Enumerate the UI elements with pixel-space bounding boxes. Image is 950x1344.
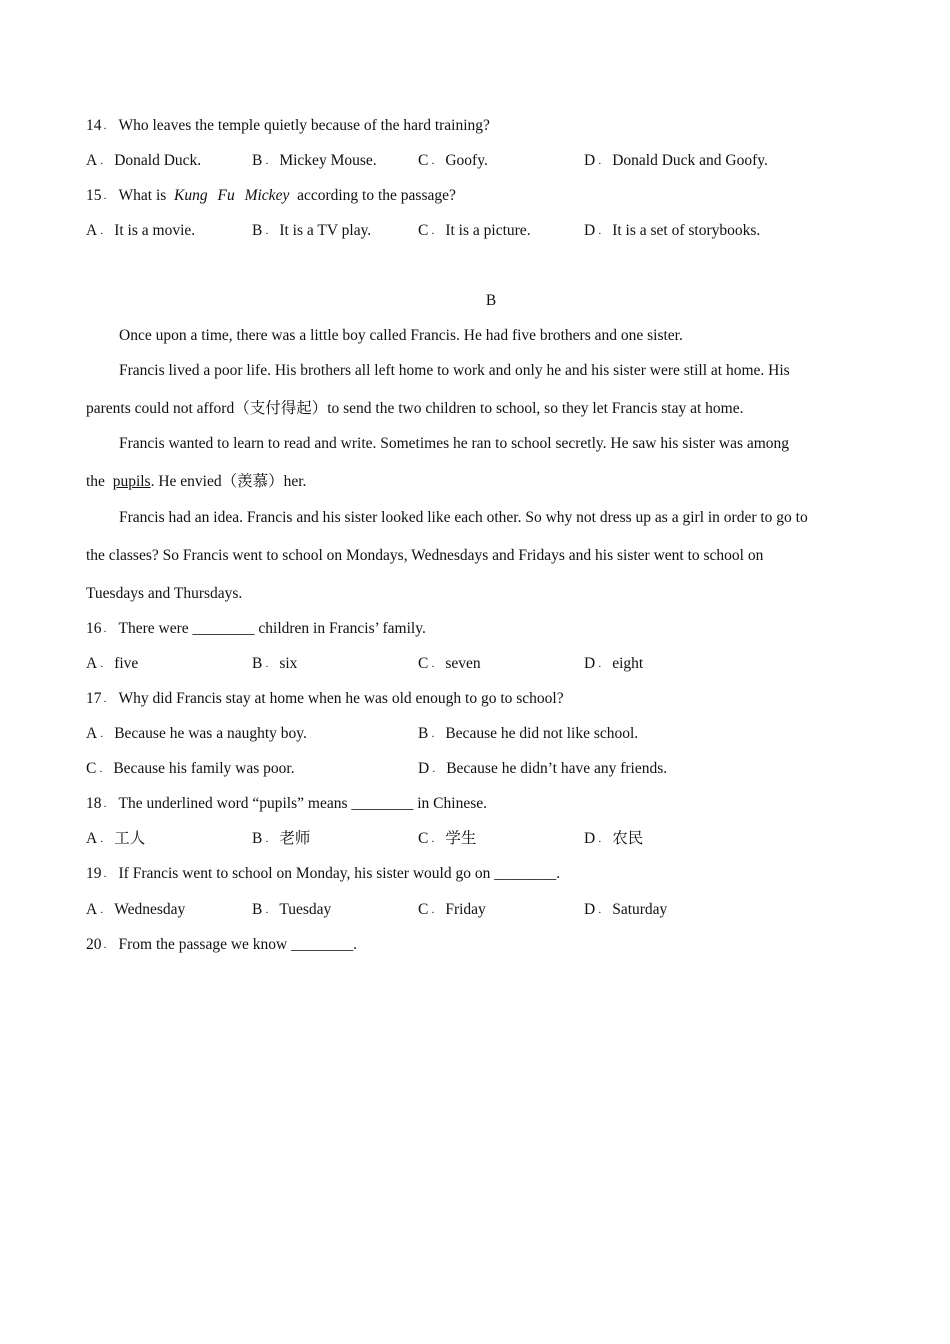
question-19: 19 ． If Francis went to school on Monday, his sister would go on ________.: [86, 865, 561, 882]
underlined-word: pupils: [112, 473, 151, 490]
question-number: 20: [86, 936, 102, 953]
italic-title: Kung Fu Mickey: [174, 187, 290, 204]
question-number: 15: [86, 187, 102, 204]
option-d[interactable]: D ． Saturday: [584, 901, 668, 918]
question-text: Why did Francis stay at home when he was old enough to go to school?: [118, 690, 564, 707]
option-c[interactable]: C ． Friday: [418, 901, 486, 918]
option-a[interactable]: A ． Donald Duck.: [86, 152, 202, 169]
question-18: 18 ． The underlined word “pupils” means ________ in Chinese.: [86, 795, 487, 812]
question-number: 14: [86, 117, 102, 134]
option-b[interactable]: B ． 老师: [252, 830, 311, 847]
question-16: 16 ． There were ________ children in Francis’ family.: [86, 620, 426, 637]
option-a[interactable]: A ． 工人: [86, 830, 146, 847]
question-17: 17 ． Why did Francis stay at home when he was old enough to go to school?: [86, 690, 564, 707]
option-b[interactable]: B ． six: [252, 655, 298, 672]
option-d[interactable]: D ． 农民: [584, 830, 644, 847]
option-d[interactable]: D ． Because he didn’t have any friends.: [418, 760, 668, 777]
option-d[interactable]: D ． Donald Duck and Goofy.: [584, 152, 768, 169]
option-b[interactable]: B ． Mickey Mouse.: [252, 152, 377, 169]
passage-paragraph-3-line-1: Francis wanted to learn to read and write. Sometimes he ran to school secretly. He saw his sister was among: [119, 435, 790, 452]
passage-paragraph-2-line-2: parents could not afford（支付得起）to send the two children to school, so they let Francis stay at home.: [86, 400, 744, 417]
option-b[interactable]: B ． It is a TV play.: [252, 222, 372, 239]
passage-paragraph-4-line-3: Tuesdays and Thursdays.: [86, 585, 243, 602]
question-text: From the passage we know ________.: [118, 936, 357, 953]
question-number: 19: [86, 865, 102, 882]
option-a[interactable]: A ． five: [86, 655, 139, 672]
question-number: 16: [86, 620, 102, 637]
option-c[interactable]: C ． seven: [418, 655, 481, 672]
option-d[interactable]: D ． eight: [584, 655, 644, 672]
question-text: Who leaves the temple quietly because of the hard training?: [118, 117, 490, 134]
passage-paragraph-2-line-1: Francis lived a poor life. His brothers all left home to work and only he and his sister were still at home. His: [119, 362, 790, 379]
option-c[interactable]: C ． It is a picture.: [418, 222, 531, 239]
option-a[interactable]: A ． Because he was a naughty boy.: [86, 725, 307, 742]
section-heading: B: [485, 292, 497, 309]
question-text: The underlined word “pupils” means ________ in Chinese.: [118, 795, 487, 812]
option-c[interactable]: C ． Because his family was poor.: [86, 760, 295, 777]
option-b[interactable]: B ． Tuesday: [252, 901, 332, 918]
passage-paragraph-3-line-2: the pupils. He envied（羡慕）her.: [86, 473, 307, 490]
question-text: If Francis went to school on Monday, his sister would go on ________.: [118, 865, 561, 882]
passage-paragraph-4-line-2: the classes? So Francis went to school on Mondays, Wednesdays and Fridays and his sister went to school on: [86, 547, 764, 564]
option-a[interactable]: A ． Wednesday: [86, 901, 186, 918]
option-c[interactable]: C ． Goofy.: [418, 152, 488, 169]
question-number: 17: [86, 690, 102, 707]
option-b[interactable]: B ． Because he did not like school.: [418, 725, 639, 742]
option-a[interactable]: A ． It is a movie.: [86, 222, 196, 239]
question-number: 18: [86, 795, 102, 812]
question-15: 15 ． What is Kung Fu Mickey according to the passage?: [86, 187, 456, 204]
question-text: There were ________ children in Francis’ family.: [118, 620, 426, 637]
option-c[interactable]: C ． 学生: [418, 830, 477, 847]
question-20: 20 ． From the passage we know ________.: [86, 936, 357, 953]
option-d[interactable]: D ． It is a set of storybooks.: [584, 222, 761, 239]
passage-paragraph-1: Once upon a time, there was a little boy called Francis. He had five brothers and one sister.: [119, 327, 683, 344]
question-14: 14 ． Who leaves the temple quietly because of the hard training?: [86, 117, 490, 134]
passage-paragraph-4-line-1: Francis had an idea. Francis and his sister looked like each other. So why not dress up as a girl in order to go to: [119, 509, 808, 526]
